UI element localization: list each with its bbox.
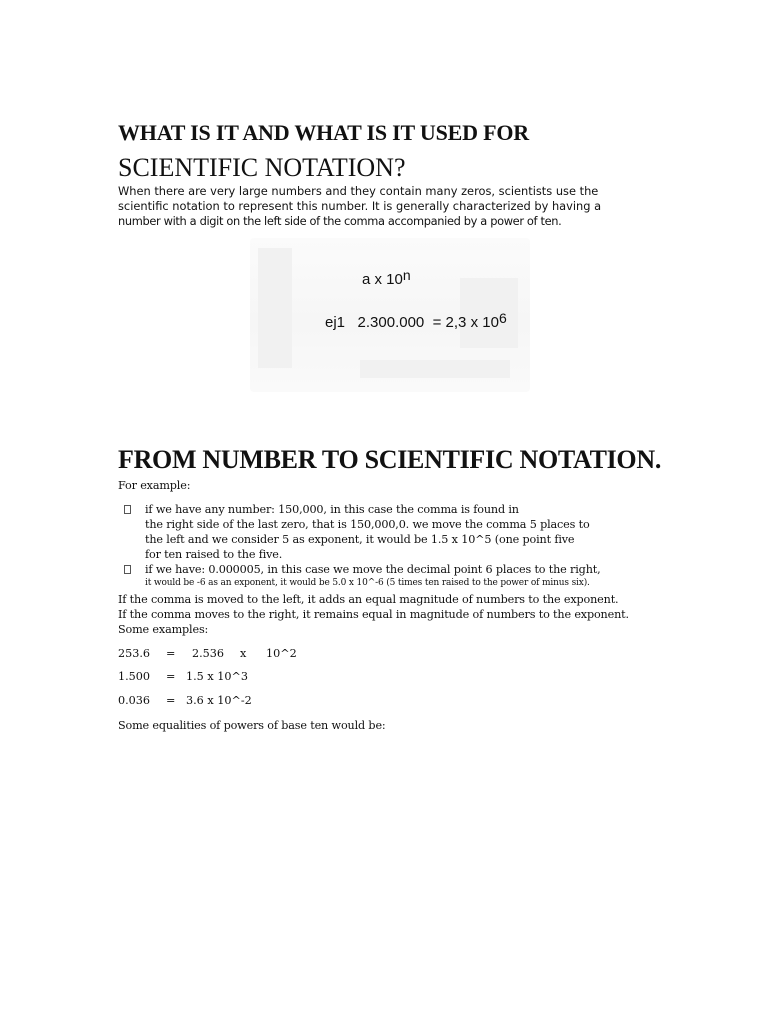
- bullet-line: the left and we consider 5 as exponent, it would be 1.5 x 10^5 (one point five: [145, 533, 575, 546]
- rule-line: If the comma is moved to the left, it adds an equal magnitude of numbers to the exponent.: [118, 593, 619, 606]
- formula-exponent: n: [402, 267, 411, 283]
- example-equals: =: [166, 670, 176, 683]
- example-equals: =: [166, 694, 176, 707]
- page-heading: WHAT IS IT AND WHAT IS IT USED FOR: [118, 120, 529, 145]
- example-right: 1.5 x 10^3: [186, 670, 248, 683]
- bullet-line: if we have: 0.000005, in this case we move the decimal point 6 places to the right,: [145, 563, 601, 576]
- example-times: x: [240, 647, 247, 660]
- example-equals: =: [166, 647, 176, 660]
- example-label: ej1: [325, 314, 346, 331]
- intro-line: scientific notation to represent this number. It is generally characterized by having a: [118, 199, 602, 213]
- bullet-icon: [124, 565, 131, 574]
- example-mantissa: 2.536: [192, 647, 225, 660]
- rule-line: If the comma moves to the right, it remains equal in magnitude of numbers to the exponent.: [118, 608, 629, 621]
- example-left: 0.036: [118, 694, 151, 707]
- general-formula: [362, 267, 411, 288]
- bullet-line: the right side of the last zero, that is 150,000,0. we move the comma 5 places to: [145, 518, 590, 531]
- example-formula: [325, 310, 507, 331]
- image-artifact: [360, 360, 510, 378]
- page-subheading: SCIENTIFIC NOTATION?: [118, 153, 406, 182]
- image-artifact: [460, 278, 518, 348]
- bullet-small-line: it would be -6 as an exponent, it would be 5.0 x 10^-6 (5 times ten raised to the power of minus six).: [145, 578, 590, 588]
- closing-line: Some equalities of powers of base ten would be:: [118, 719, 386, 732]
- example-result: = 2,3 x 10: [432, 314, 499, 331]
- formula-base: a x 10: [362, 271, 403, 288]
- rule-line: Some examples:: [118, 623, 209, 636]
- for-example-label: For example:: [118, 479, 191, 492]
- bullet-icon: [124, 505, 131, 514]
- example-right: 3.6 x 10^-2: [186, 694, 252, 707]
- example-power: 10^2: [266, 647, 297, 660]
- bullet-line: if we have any number: 150,000, in this case the comma is found in: [145, 503, 519, 516]
- section-heading: FROM NUMBER TO SCIENTIFIC NOTATION.: [118, 445, 662, 474]
- example-left: 1.500: [118, 670, 151, 683]
- image-artifact: [258, 248, 292, 368]
- intro-paragraph: [118, 184, 612, 229]
- bullet-line: for ten raised to the five.: [145, 548, 283, 561]
- example-exponent: 6: [498, 310, 507, 326]
- intro-line: When there are very large numbers and they contain many zeros, scientists use the: [118, 184, 599, 198]
- intro-line: number with a digit on the left side of the comma accompanied by a power of ten.: [118, 214, 562, 228]
- example-number: 2.300.000: [357, 314, 425, 331]
- example-left: 253.6: [118, 647, 151, 660]
